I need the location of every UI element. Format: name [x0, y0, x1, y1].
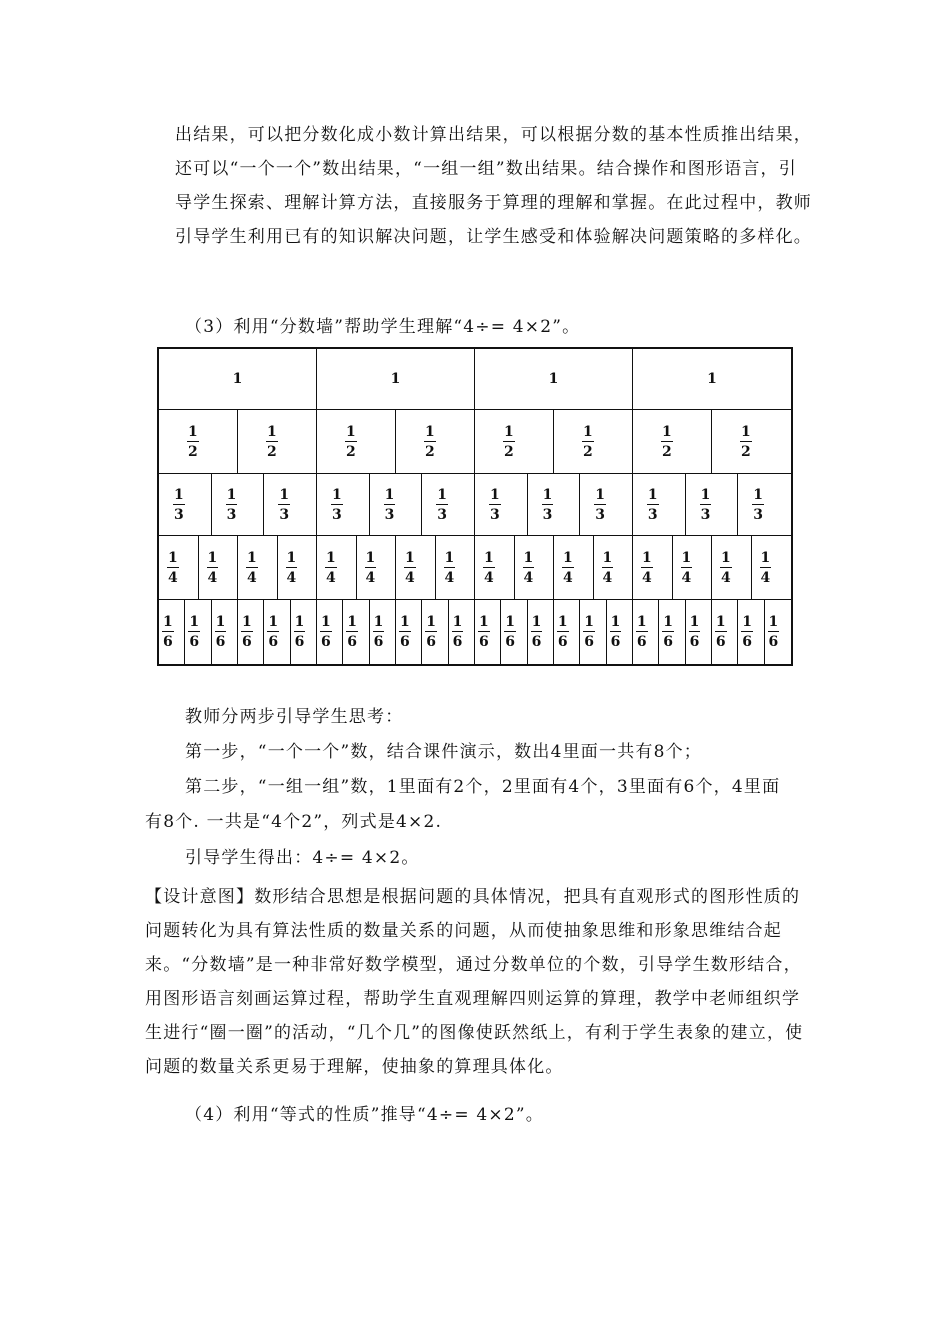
wall-cell [343, 600, 369, 664]
fraction-denominator: 4 [365, 569, 376, 586]
wall-cell [422, 474, 475, 535]
wall-cell [475, 349, 633, 409]
wall-cell [633, 600, 659, 664]
fraction-denominator: 6 [742, 634, 752, 650]
fraction-denominator: 6 [584, 634, 594, 650]
fraction-label [294, 615, 306, 649]
fraction-numerator: 1 [542, 486, 553, 503]
fraction-denominator: 4 [721, 569, 731, 586]
fraction-numerator: 1 [721, 549, 731, 566]
fraction-label [266, 425, 278, 459]
wall-cell [238, 536, 278, 599]
wall-cell [686, 474, 739, 535]
wall-cell [475, 474, 528, 535]
wall-cell [317, 536, 357, 599]
fraction-denominator: 6 [531, 634, 542, 650]
fraction-numerator: 1 [768, 614, 779, 630]
wall-cell [317, 600, 343, 664]
wall-cell [159, 349, 317, 409]
wall-cell [264, 600, 290, 664]
fraction-label [331, 488, 343, 522]
wall-cell [278, 536, 318, 599]
wall-row-thirds [159, 474, 791, 536]
wall-cell [370, 600, 396, 664]
fraction-label [425, 615, 437, 649]
wall-cell [475, 410, 554, 473]
wall-cell [712, 600, 738, 664]
fraction-label [681, 551, 693, 585]
wall-cell [291, 600, 317, 664]
fraction-numerator: 1 [286, 549, 297, 566]
fraction-label [162, 615, 174, 649]
fraction-numerator: 1 [715, 614, 726, 630]
wall-cell [528, 600, 554, 664]
wall-cell [449, 600, 475, 664]
fraction-denominator: 6 [557, 634, 568, 650]
fraction-denominator: 6 [505, 634, 516, 650]
fraction-denominator: 2 [346, 443, 356, 460]
fraction-label [720, 551, 732, 585]
wall-cell [633, 349, 791, 409]
fraction-denominator: 6 [689, 634, 700, 650]
fraction-numerator: 1 [163, 614, 173, 630]
fraction-label [226, 488, 238, 522]
fraction-numerator: 1 [320, 614, 331, 630]
wall-cell [580, 474, 633, 535]
guide-line: 引导学生得出：4÷= 4×2。 [185, 848, 420, 868]
section4-heading: （4）利用“等式的性质”推导“4÷= 4×2”。 [185, 1105, 544, 1125]
wall-cell [199, 536, 239, 599]
fraction-label [503, 425, 515, 459]
wall-cell [752, 536, 792, 599]
wall-cell [317, 410, 396, 473]
fraction-denominator: 6 [663, 634, 673, 650]
fraction-denominator: 4 [523, 569, 534, 586]
step2-line-b: 有8个. 一共是“4个2”，列式是4×2. [145, 812, 443, 832]
fraction-numerator: 1 [610, 614, 621, 630]
fraction-numerator: 1 [602, 549, 613, 566]
fraction-denominator: 2 [425, 443, 435, 460]
fraction-label [715, 615, 727, 649]
fraction-label [346, 615, 358, 649]
fraction-numerator: 1 [505, 614, 516, 630]
fraction-denominator: 2 [267, 443, 277, 460]
step1-line: 第一步，“一个一个”数，结合课件演示，数出4里面一共有8个； [185, 742, 703, 762]
fraction-denominator: 3 [542, 506, 553, 523]
fraction-denominator: 4 [642, 569, 652, 586]
fraction-label [424, 425, 436, 459]
fraction-label: 1 [232, 371, 243, 387]
fraction-label [187, 425, 199, 459]
wall-cell [659, 600, 685, 664]
fraction-label [241, 615, 253, 649]
wall-cell [673, 536, 713, 599]
wall-cell [212, 600, 238, 664]
fraction-denominator: 3 [753, 506, 763, 523]
wall-cell [686, 600, 712, 664]
fraction-label [188, 615, 200, 649]
wall-cell [501, 600, 527, 664]
wall-cell [396, 600, 422, 664]
fraction-denominator: 6 [768, 634, 779, 650]
fraction-label [246, 551, 258, 585]
fraction-numerator: 1 [452, 614, 463, 630]
fraction-denominator: 2 [188, 443, 198, 460]
fraction-label [661, 425, 673, 459]
step2-line-a: 第二步，“一组一组”数，1里面有2个，2里面有4个，3里面有6个，4里面 [185, 777, 781, 797]
fraction-label [345, 425, 357, 459]
fraction-numerator: 1 [663, 614, 673, 630]
fraction-label [523, 551, 535, 585]
fraction-label [365, 551, 377, 585]
fraction-numerator: 1 [437, 486, 448, 503]
fraction-label [404, 551, 416, 585]
fraction-label [167, 551, 179, 585]
fraction-label [399, 615, 411, 649]
fraction-numerator: 1 [226, 486, 237, 503]
fraction-label [557, 615, 569, 649]
fraction-label [741, 615, 753, 649]
fraction-label [583, 615, 595, 649]
fraction-numerator: 1 [583, 423, 593, 440]
fraction-numerator: 1 [373, 614, 384, 630]
wall-cell [396, 536, 436, 599]
fraction-label [373, 615, 385, 649]
wall-cell [554, 410, 633, 473]
fraction-label [436, 488, 448, 522]
fraction-label [215, 615, 227, 649]
fraction-numerator: 1 [279, 486, 290, 503]
wall-cell [264, 474, 317, 535]
fraction-label [478, 615, 490, 649]
fraction-label [173, 488, 185, 522]
wall-row-quarters [159, 536, 791, 600]
wall-cell [317, 349, 475, 409]
fraction-numerator: 1 [346, 423, 356, 440]
fraction-denominator: 4 [602, 569, 613, 586]
fraction-wall [157, 347, 793, 666]
fraction-label [504, 615, 516, 649]
fraction-denominator: 4 [405, 569, 415, 586]
wall-cell [554, 600, 580, 664]
fraction-denominator: 3 [279, 506, 290, 523]
fraction-label: 1 [548, 371, 559, 387]
fraction-denominator: 3 [384, 506, 395, 523]
fraction-label [641, 551, 653, 585]
fraction-label [384, 488, 396, 522]
section3-heading: （3）利用“分数墙”帮助学生理解“4÷= 4×2”。 [185, 317, 581, 337]
fraction-numerator: 1 [584, 614, 594, 630]
wall-cell [712, 410, 791, 473]
fraction-label [602, 551, 614, 585]
fraction-numerator: 1 [478, 614, 489, 630]
fraction-denominator: 6 [636, 634, 647, 650]
fraction-denominator: 4 [168, 569, 178, 586]
wall-cell [633, 536, 673, 599]
fraction-numerator: 1 [405, 549, 415, 566]
fraction-numerator: 1 [207, 549, 218, 566]
fraction-numerator: 1 [384, 486, 395, 503]
wall-cell [554, 536, 594, 599]
fraction-numerator: 1 [489, 486, 500, 503]
wall-cell [475, 536, 515, 599]
design-intent-paragraph: 【设计意图】数形结合思想是根据问题的具体情况，把具有直观形式的图形性质的问题转化为具有算法性质的数量关系的问题，从而使抽象思维和形象思维结合起来。“分数墙”是一种非常好数学模型，通过分数单位的个数，引导学生数形结合，用图形语言刻画运算过程，帮助学生直观理解四则运算的算理，教学中老师组织学生进行“圈一圈”的活动，“几个几”的图像使跃然纸上，有利于学生表象的建立，使问题的数量关系更易于理解，使抽象的算理具体化。 [145, 887, 804, 1077]
wall-cell [712, 536, 752, 599]
fraction-denominator: 6 [215, 634, 226, 650]
fraction-denominator: 2 [741, 443, 751, 460]
fraction-denominator: 6 [399, 634, 410, 650]
fraction-numerator: 1 [399, 614, 410, 630]
fraction-numerator: 1 [326, 549, 336, 566]
fraction-denominator: 6 [268, 634, 279, 650]
wall-cell [159, 536, 199, 599]
fraction-numerator: 1 [426, 614, 437, 630]
wall-cell [212, 474, 265, 535]
wall-cell [580, 600, 606, 664]
fraction-label [752, 488, 764, 522]
fraction-label [662, 615, 674, 649]
fraction-denominator: 4 [563, 569, 573, 586]
wall-cell [607, 600, 633, 664]
fraction-denominator: 6 [320, 634, 331, 650]
fraction-numerator: 1 [347, 614, 358, 630]
fraction-label: 1 [707, 371, 717, 387]
wall-row-sixths [159, 600, 791, 664]
fraction-denominator: 6 [610, 634, 621, 650]
fraction-denominator: 4 [760, 569, 771, 586]
fraction-label [452, 615, 464, 649]
fraction-numerator: 1 [365, 549, 376, 566]
wall-cell [238, 410, 317, 473]
fraction-numerator: 1 [636, 614, 647, 630]
fraction-numerator: 1 [647, 486, 658, 503]
fraction-denominator: 6 [163, 634, 173, 650]
fraction-label [582, 425, 594, 459]
fraction-label [489, 488, 501, 522]
fraction-numerator: 1 [215, 614, 226, 630]
fraction-denominator: 4 [286, 569, 297, 586]
fraction-numerator: 1 [531, 614, 542, 630]
fraction-denominator: 6 [241, 634, 252, 650]
fraction-label [286, 551, 298, 585]
fraction-denominator: 6 [189, 634, 200, 650]
fraction-numerator: 1 [753, 486, 763, 503]
fraction-label [320, 615, 332, 649]
fraction-denominator: 2 [504, 443, 514, 460]
fraction-numerator: 1 [241, 614, 252, 630]
fraction-numerator: 1 [425, 423, 435, 440]
fraction-numerator: 1 [268, 614, 279, 630]
wall-cell [594, 536, 634, 599]
intro-paragraph: 出结果，可以把分数化成小数计算出结果，可以根据分数的基本性质推出结果，还可以“一个一个”数出结果，“一组一组”数出结果。结合操作和图形语言，引导学生探索、理解计算方法，直接服务于算理的理解和掌握。在此过程中，教师引导学生利用已有的知识解决问题，让学生感受和体验解决问题策略的多样化。 [175, 125, 812, 247]
fraction-denominator: 3 [700, 506, 711, 523]
wall-cell [528, 474, 581, 535]
fraction-label [542, 488, 554, 522]
wall-cell [765, 600, 791, 664]
fraction-numerator: 1 [174, 486, 184, 503]
fraction-denominator: 3 [647, 506, 658, 523]
wall-cell [185, 600, 211, 664]
fraction-numerator: 1 [484, 549, 494, 566]
fraction-label [740, 425, 752, 459]
wall-cell [738, 600, 764, 664]
fraction-numerator: 1 [557, 614, 568, 630]
fraction-numerator: 1 [563, 549, 573, 566]
wall-cell [633, 474, 686, 535]
wall-cell [159, 474, 212, 535]
fraction-denominator: 6 [294, 634, 305, 650]
fraction-denominator: 3 [226, 506, 237, 523]
fraction-label [267, 615, 279, 649]
wall-cell [238, 600, 264, 664]
fraction-label [325, 551, 337, 585]
fraction-denominator: 3 [331, 506, 342, 523]
wall-cell [515, 536, 555, 599]
wall-cell [370, 474, 423, 535]
fraction-label [444, 551, 456, 585]
fraction-label [483, 551, 495, 585]
fraction-denominator: 3 [489, 506, 500, 523]
wall-cell [633, 410, 712, 473]
fraction-numerator: 1 [504, 423, 514, 440]
fraction-denominator: 6 [373, 634, 384, 650]
fraction-numerator: 1 [681, 549, 692, 566]
fraction-numerator: 1 [742, 614, 752, 630]
fraction-numerator: 1 [595, 486, 605, 503]
fraction-denominator: 4 [326, 569, 336, 586]
fraction-label [636, 615, 648, 649]
wall-cell [159, 600, 185, 664]
wall-cell [159, 410, 238, 473]
fraction-numerator: 1 [700, 486, 711, 503]
fraction-label [760, 551, 772, 585]
fraction-label [647, 488, 659, 522]
fraction-denominator: 6 [426, 634, 437, 650]
fraction-numerator: 1 [189, 614, 200, 630]
fraction-numerator: 1 [168, 549, 178, 566]
fraction-numerator: 1 [247, 549, 257, 566]
wall-row-halves [159, 410, 791, 474]
teacher-line: 教师分两步引导学生思考： [185, 707, 404, 727]
fraction-numerator: 1 [642, 549, 652, 566]
wall-cell [738, 474, 791, 535]
wall-cell [357, 536, 397, 599]
fraction-numerator: 1 [331, 486, 342, 503]
fraction-label [562, 551, 574, 585]
fraction-denominator: 4 [247, 569, 257, 586]
fraction-label [689, 615, 701, 649]
fraction-numerator: 1 [444, 549, 455, 566]
fraction-numerator: 1 [741, 423, 751, 440]
fraction-numerator: 1 [662, 423, 672, 440]
fraction-numerator: 1 [760, 549, 771, 566]
fraction-denominator: 6 [452, 634, 463, 650]
wall-cell [422, 600, 448, 664]
fraction-label [700, 488, 712, 522]
wall-cell [396, 410, 475, 473]
fraction-numerator: 1 [294, 614, 305, 630]
fraction-denominator: 3 [174, 506, 184, 523]
fraction-denominator: 3 [595, 506, 605, 523]
fraction-denominator: 4 [207, 569, 218, 586]
wall-cell [475, 600, 501, 664]
wall-cell [436, 536, 476, 599]
fraction-numerator: 1 [188, 423, 198, 440]
fraction-denominator: 4 [444, 569, 455, 586]
fraction-label [531, 615, 543, 649]
fraction-label: 1 [390, 371, 401, 387]
fraction-denominator: 6 [715, 634, 726, 650]
fraction-numerator: 1 [523, 549, 534, 566]
fraction-label [278, 488, 290, 522]
fraction-numerator: 1 [267, 423, 277, 440]
wall-row-wholes [159, 349, 791, 410]
fraction-denominator: 4 [484, 569, 494, 586]
fraction-label [610, 615, 622, 649]
fraction-label [768, 615, 780, 649]
fraction-denominator: 6 [347, 634, 358, 650]
fraction-denominator: 3 [437, 506, 448, 523]
fraction-label [207, 551, 219, 585]
fraction-label [594, 488, 606, 522]
fraction-denominator: 6 [478, 634, 489, 650]
fraction-numerator: 1 [689, 614, 700, 630]
wall-cell [317, 474, 370, 535]
fraction-denominator: 2 [662, 443, 672, 460]
fraction-denominator: 2 [583, 443, 593, 460]
fraction-denominator: 4 [681, 569, 692, 586]
